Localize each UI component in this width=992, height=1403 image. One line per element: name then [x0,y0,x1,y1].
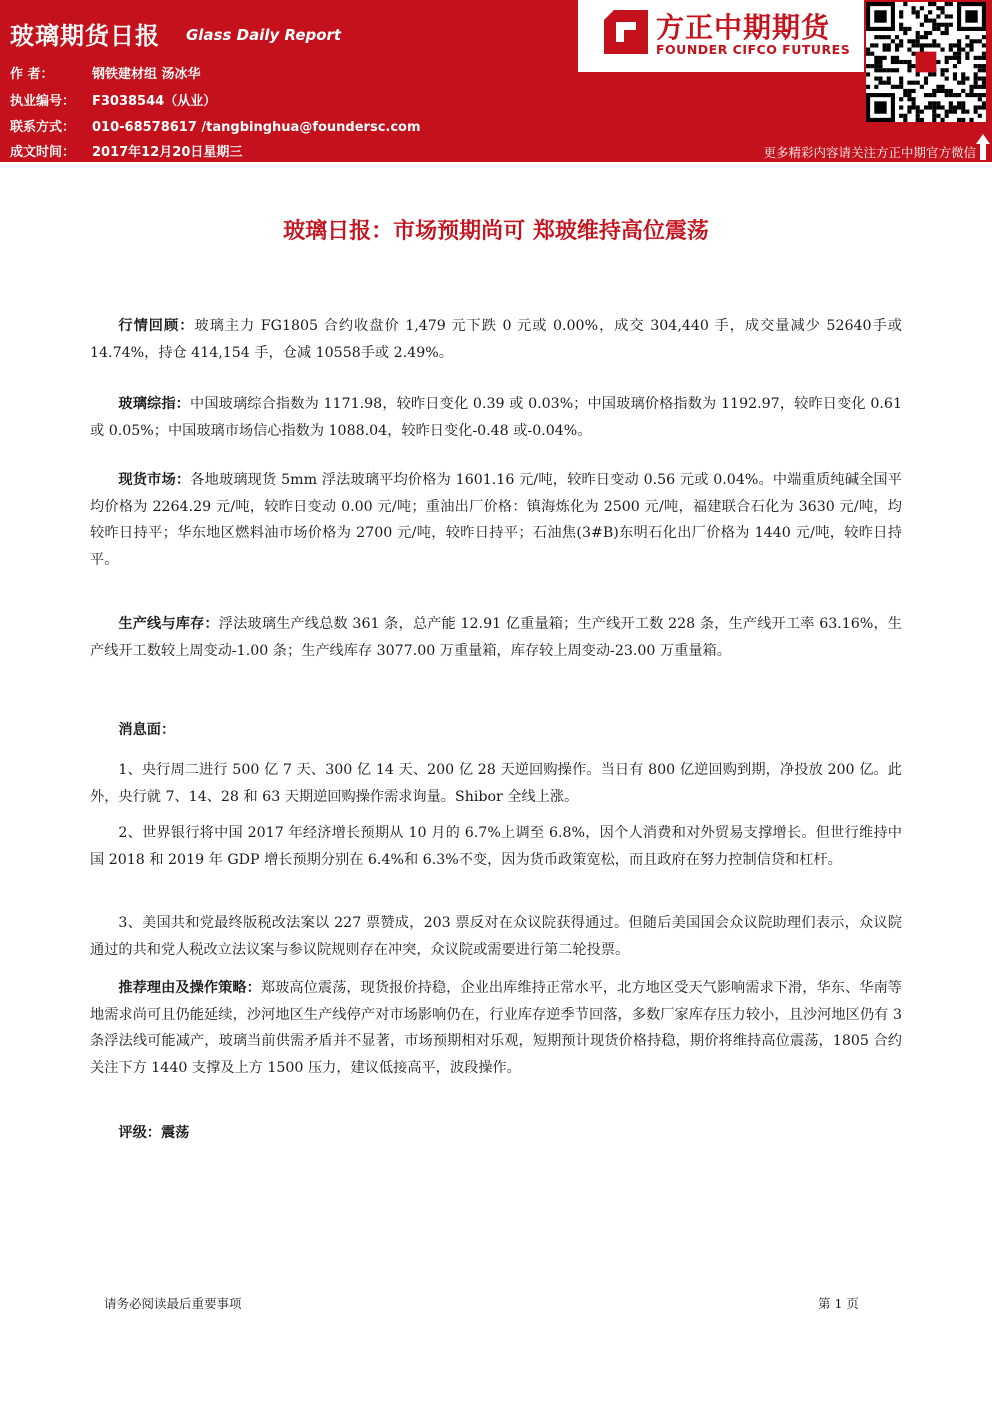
section-text: 玻璃主力 FG1805 合约收盘价 1,479 元下跌 0 元或 0.00%，成交 304,440 手，成交量减少 52640手或 14.74%，持仓 414,154 手，仓减 10558手或 2.49%。 [90,318,902,361]
rating-label: 评级： [118,1125,161,1141]
section-text: 中国玻璃综合指数为 1171.98，较昨日变化 0.39 或 0.03%；中国玻璃价格指数为 1192.97，较昨日变化 0.61 或 0.05%；中国玻璃市场信心指数为 1088.04，较昨日变化-0.48 或-0.04%。 [90,396,902,439]
section-strategy [90,975,902,1081]
report-header [0,0,992,162]
wechat-qr-code [866,2,986,122]
meta-author [10,63,201,82]
logo-chinese-name: 方正中期期货 [656,11,831,44]
news-item-3: 3、美国共和党最终版税改法案以 227 票赞成，203 票反对在众议院获得通过。但随后美国国会众议院助理们表示，众议院通过的共和党人税改立法议案与参议院规则存在冲突，众议院或需要进行第二轮投票。 [90,915,902,958]
section-label: 行情回顾： [118,318,195,334]
company-logo [578,0,864,72]
section-market-review [90,313,902,366]
rating-value: 震荡 [160,1125,190,1141]
qr-code-icon [866,2,986,122]
meta-author-value: 钢铁建材组 汤冰华 [92,67,201,82]
meta-contact-key: 联系方式： [10,120,76,135]
meta-date-key: 成文时间： [10,145,76,160]
meta-license-key: 执业编号： [10,94,76,109]
section-label: 现货市场： [118,472,191,488]
arrow-up-icon [976,134,990,160]
section-label: 玻璃综指： [118,396,190,412]
section-label: 生产线与库存： [118,616,219,632]
meta-date [10,141,242,160]
meta-license-value: F3038544（从业） [92,94,217,109]
meta-license [10,90,216,109]
strategy-text: 郑玻高位震荡，现货报价持稳，企业出库维持正常水平，北方地区受天气影响需求下滑，华东、华南等地需求尚可且仍能延续，沙河地区生产线停产对市场影响仍在，行业库存逆季节回落，多数厂家库存压力较小，且沙河地区仍有 3 条浮法线可能减产，玻璃当前供需矛盾并不显著，市场预期相对乐观，短期预计现货价格持稳，期价将维持高位震荡，1805 合约关注下方 1440 支撑及上方 1500 压力，建议低接高平，波段操作。 [90,980,902,1076]
strategy-label: 推荐理由及操作策略： [118,980,261,996]
report-series-title: 玻璃期货日报 [10,22,160,50]
footer-page-number: 第 1 页 [818,1296,859,1311]
report-title: 玻璃日报：市场预期尚可 郑玻维持高位震荡 [283,219,709,244]
news-heading [90,717,902,744]
section-production-inventory [90,611,902,664]
news-heading-label: 消息面： [118,722,176,738]
rating [90,1120,902,1147]
report-series-subtitle: Glass Daily Report [186,26,342,44]
meta-contact [10,116,421,135]
meta-contact-value[interactable]: 010-68578617 /tangbinghua@foundersc.com [92,120,421,135]
company-logo-icon [604,10,648,54]
logo-english-name: FOUNDER CIFCO FUTURES [656,42,851,57]
section-spot-market [90,467,902,573]
meta-author-key: 作 者： [10,67,54,82]
section-glass-index [90,391,902,444]
news-item-2: 2、世界银行将中国 2017 年经济增长预期从 10 月的 6.7%上调至 6.8%，因个人消费和对外贸易支撑增长。但世行维持中国 2018 和 2019 年 GDP 增长预期分别在 6.4%和 6.3%不变，因为货币政策宽松，而且政府在努力控制信贷和杠杆。 [90,825,902,868]
section-text: 各地玻璃现货 5mm 浮法玻璃平均价格为 1601.16 元/吨，较昨日变动 0.56 元或 0.04%。中端重质纯碱全国平均价格为 2264.29 元/吨，较昨日变动 0.00 元/吨；重油出厂价格：镇海炼化为 2500 元/吨，福建联合石化为 3630 元/吨，均较昨日持平；华东地区燃料油市场价格为 2700 元/吨，较昨日持平；石油焦(3#B)东明石化出厂价格为 1440 元/吨，较昨日持平。 [90,472,902,568]
meta-date-value: 2017年12月20日星期三 [92,145,243,160]
section-text: 浮法玻璃生产线总数 361 条，总产能 12.91 亿重量箱；生产线开工数 228 条，生产线开工率 63.16%，生产线开工数较上周变动-1.00 条；生产线库存 3077.00 万重量箱，库存较上周变动-23.00 万重量箱。 [90,616,902,659]
news-item-1: 1、央行周二进行 500 亿 7 天、300 亿 14 天、200 亿 28 天逆回购操作。当日有 800 亿逆回购到期，净投放 200 亿。此外，央行就 7、14、28 和 63 天期逆回购操作需求询量。Shibor 全线上涨。 [90,762,902,805]
footer-notice: 请务必阅读最后重要事项 [104,1296,242,1311]
follow-wechat-text: 更多精彩内容请关注方正中期官方微信 [763,145,976,160]
